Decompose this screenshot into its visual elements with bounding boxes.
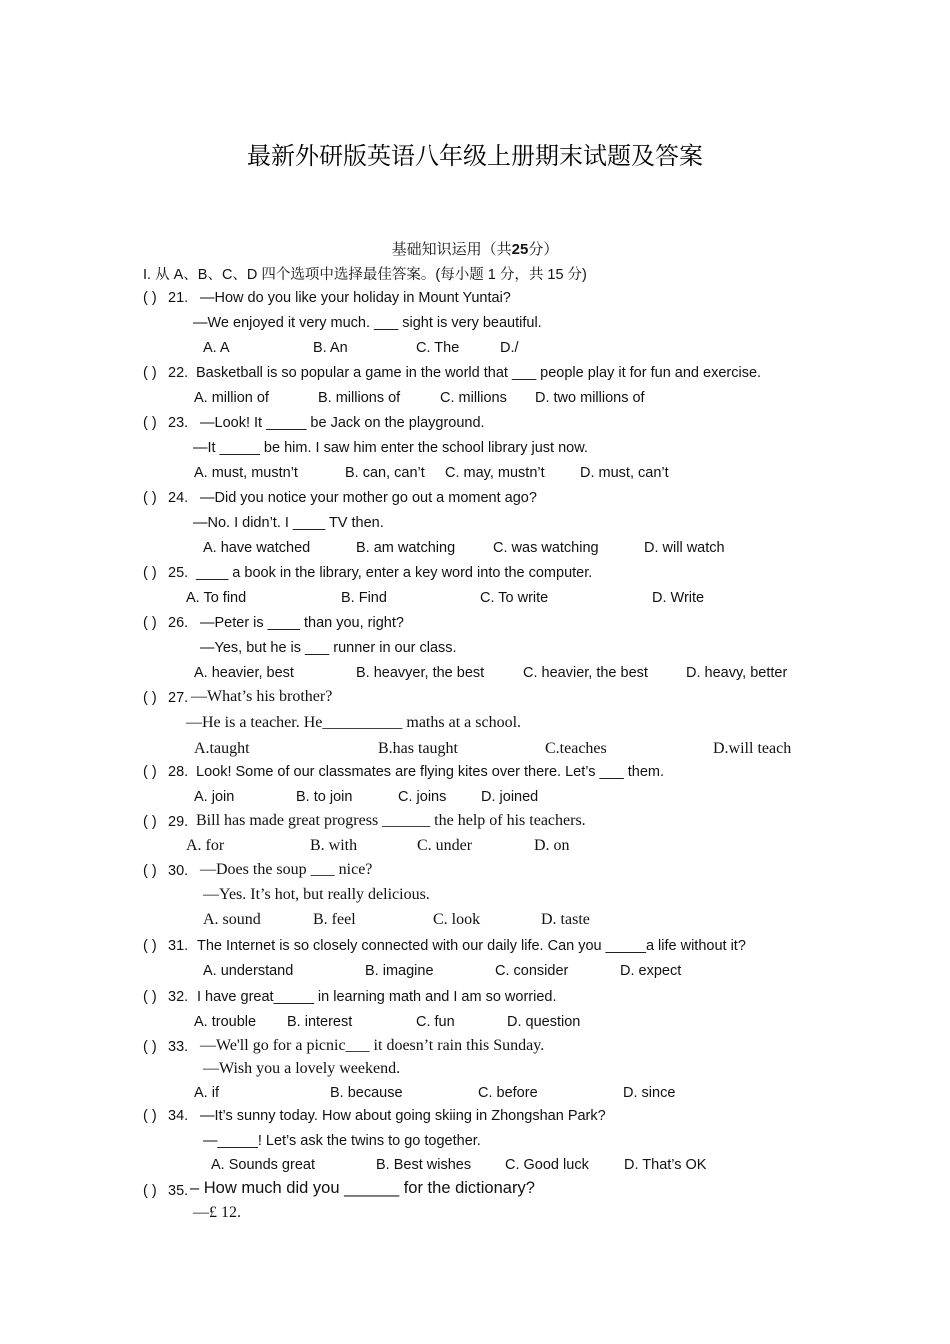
- option-c: C. under: [417, 837, 473, 854]
- option-c: C. look: [433, 911, 481, 928]
- option-c: C.teaches: [545, 740, 607, 757]
- question-stem: —Wish you a lovely weekend.: [203, 1060, 401, 1077]
- question-stem: —How do you like your holiday in Mount Yuntai?: [200, 290, 511, 306]
- option-d: D. must, can’t: [580, 465, 669, 481]
- question-number: 31.: [168, 938, 189, 954]
- option-c: C. To write: [480, 590, 549, 606]
- option-a: A. must, mustn’t: [194, 465, 298, 481]
- question-number: 23.: [168, 415, 189, 431]
- option-d: D./: [500, 340, 519, 356]
- option-b: B. to join: [296, 789, 353, 805]
- option-a: A. Sounds great: [211, 1157, 315, 1173]
- question-stem: —It’s sunny today. How about going skiing in Zhongshan Park?: [200, 1108, 606, 1124]
- question-stem: —Yes, but he is ___ runner in our class.: [200, 640, 457, 656]
- question-stem: —We'll go for a picnic___ it doesn’t rain this Sunday.: [200, 1037, 545, 1054]
- option-a: A. A: [203, 340, 230, 356]
- question-stem: —It _____ be him. I saw him enter the school library just now.: [193, 440, 588, 456]
- option-c: C. Good luck: [505, 1157, 589, 1173]
- option-d: D. joined: [481, 789, 539, 805]
- option-d: D. Write: [652, 590, 705, 606]
- question-stem: —He is a teacher. He__________ maths at a school.: [186, 714, 522, 731]
- section-heading: 基础知识运用（共25分）: [391, 240, 559, 258]
- option-d: D. expect: [620, 963, 682, 979]
- option-a: A. sound: [203, 911, 261, 928]
- option-b: B. An: [313, 340, 348, 356]
- question-stem: —We enjoyed it very much. ___ sight is very beautiful.: [193, 315, 542, 331]
- option-b: B.has taught: [378, 740, 458, 757]
- option-b: B. feel: [313, 911, 356, 928]
- option-c: C. heavier, the best: [523, 665, 648, 681]
- question-stem: —Does the soup ___ nice?: [200, 861, 373, 878]
- option-d: D. question: [507, 1014, 581, 1030]
- page-title: 最新外研版英语八年级上册期末试题及答案: [247, 142, 703, 170]
- option-a: A.taught: [194, 740, 250, 757]
- question-number: 35.: [168, 1183, 189, 1199]
- option-c: C. was watching: [493, 540, 599, 556]
- question-stem: ____ a book in the library, enter a key word into the computer.: [196, 565, 593, 581]
- question-stem: I have great_____ in learning math and I am so worried.: [197, 989, 557, 1005]
- question-number: 21.: [168, 290, 189, 306]
- option-b: B. imagine: [365, 963, 434, 979]
- question-number: 33.: [168, 1039, 189, 1055]
- question-stem: —Did you notice your mother go out a moment ago?: [200, 490, 537, 506]
- question-number: 22.: [168, 365, 189, 381]
- option-d: D. on: [534, 837, 570, 854]
- question-stem: —Peter is ____ than you, right?: [200, 615, 404, 631]
- answer-bracket: ( ): [143, 938, 157, 954]
- answer-bracket: ( ): [143, 490, 157, 506]
- answer-bracket: ( ): [143, 690, 157, 706]
- option-b: B. Find: [341, 590, 387, 606]
- answer-bracket: ( ): [143, 415, 157, 431]
- option-c: C. millions: [440, 390, 507, 406]
- option-b: B. interest: [287, 1014, 353, 1030]
- option-a: A. for: [186, 837, 225, 854]
- answer-bracket: ( ): [143, 863, 157, 879]
- question-stem: —Yes. It’s hot, but really delicious.: [203, 886, 430, 903]
- option-a: A. join: [194, 789, 235, 805]
- option-b: B. because: [330, 1085, 403, 1101]
- question-stem: The Internet is so closely connected with our daily life. Can you _____a life without it?: [197, 938, 746, 954]
- question-number: 30.: [168, 863, 189, 879]
- question-stem: Bill has made great progress ______ the help of his teachers.: [196, 812, 586, 829]
- question-stem: —£ 12.: [193, 1204, 241, 1221]
- option-b: B. can, can’t: [345, 465, 425, 481]
- question-stem: —No. I didn’t. I ____ TV then.: [193, 515, 384, 531]
- answer-bracket: ( ): [143, 1039, 157, 1055]
- option-c: C. The: [416, 340, 460, 356]
- question-number: 25.: [168, 565, 189, 581]
- question-number: 27.: [168, 690, 189, 706]
- option-a: A. heavier, best: [194, 665, 294, 681]
- option-a: A. have watched: [203, 540, 311, 556]
- question-number: 26.: [168, 615, 189, 631]
- option-c: C. fun: [416, 1014, 455, 1030]
- answer-bracket: ( ): [143, 615, 157, 631]
- option-c: C. joins: [398, 789, 447, 805]
- option-a: A. million of: [194, 390, 269, 406]
- option-d: D.will teach: [713, 740, 792, 757]
- answer-bracket: ( ): [143, 290, 157, 306]
- answer-bracket: ( ): [143, 565, 157, 581]
- answer-bracket: ( ): [143, 1183, 157, 1199]
- option-b: B. with: [310, 837, 358, 854]
- option-d: D. taste: [541, 911, 590, 928]
- question-number: 32.: [168, 989, 189, 1005]
- answer-bracket: ( ): [143, 764, 157, 780]
- answer-bracket: ( ): [143, 989, 157, 1005]
- option-a: A. if: [194, 1085, 219, 1101]
- answer-bracket: ( ): [143, 814, 157, 830]
- question-number: 34.: [168, 1108, 189, 1124]
- option-d: D. since: [623, 1085, 676, 1101]
- option-a: A. understand: [203, 963, 294, 979]
- option-b: B. millions of: [318, 390, 401, 406]
- option-b: B. Best wishes: [376, 1157, 472, 1173]
- question-stem: —Look! It _____ be Jack on the playground.: [200, 415, 485, 431]
- question-stem: Basketball is so popular a game in the world that ___ people play it for fun and exercise.: [196, 365, 762, 381]
- option-b: B. am watching: [356, 540, 456, 556]
- question-number: 24.: [168, 490, 189, 506]
- question-number: 28.: [168, 764, 189, 780]
- option-c: C. consider: [495, 963, 569, 979]
- option-a: A. To find: [186, 590, 247, 606]
- option-d: D. will watch: [644, 540, 725, 556]
- question-number: 29.: [168, 814, 189, 830]
- option-d: D. That’s OK: [624, 1157, 707, 1173]
- option-d: D. heavy, better: [686, 665, 788, 681]
- question-stem: —_____! Let’s ask the twins to go together.: [203, 1133, 481, 1149]
- question-stem: —What’s his brother?: [191, 688, 333, 705]
- answer-bracket: ( ): [143, 365, 157, 381]
- answer-bracket: ( ): [143, 1108, 157, 1124]
- option-b: B. heavyer, the best: [356, 665, 485, 681]
- instruction: I. 从 A、B、C、D 四个选项中选择最佳答案。(每小题 1 分，共 15 分): [143, 267, 587, 283]
- question-stem: Look! Some of our classmates are flying kites over there. Let’s ___ them.: [196, 764, 664, 780]
- option-d: D. two millions of: [535, 390, 645, 406]
- option-c: C. may, mustn’t: [445, 465, 545, 481]
- question-stem: – How much did you ______ for the dictionary?: [190, 1179, 535, 1197]
- option-a: A. trouble: [194, 1014, 257, 1030]
- option-c: C. before: [478, 1085, 538, 1101]
